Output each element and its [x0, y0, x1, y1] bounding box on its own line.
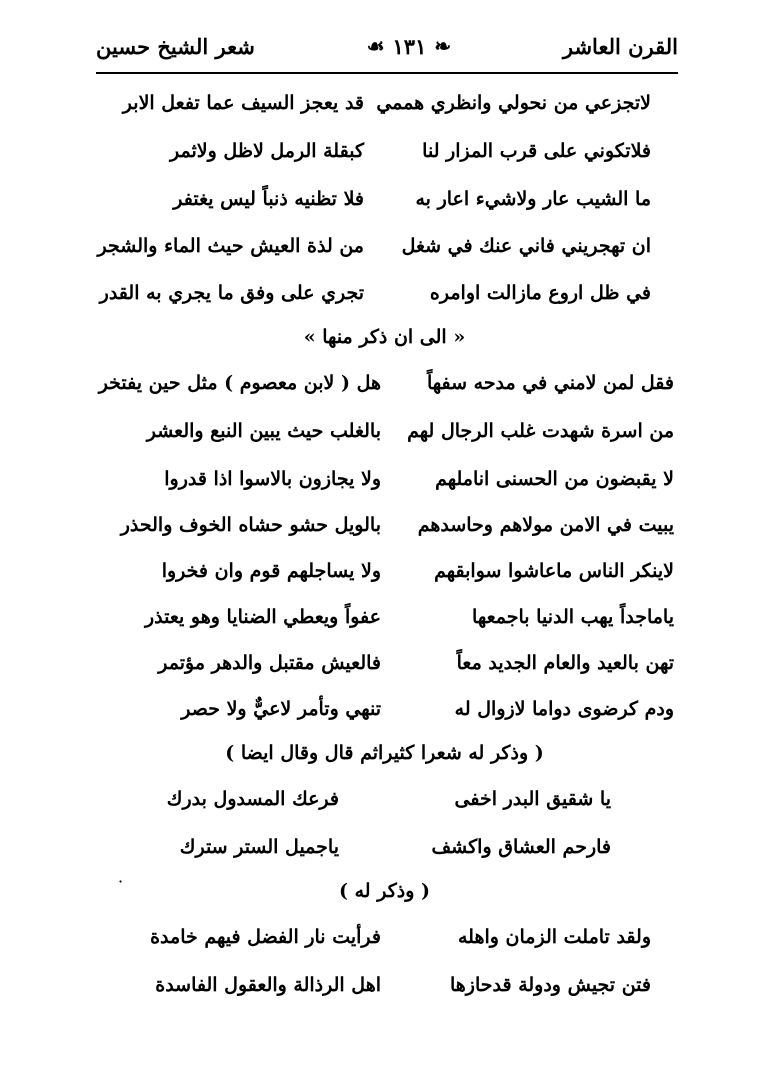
verse-line [0, 235, 769, 281]
verse-hemistich-first: تهن بالعيد والعام الجديد معاً [456, 652, 674, 674]
section-heading: « الى ان ذكر منها » [303, 326, 466, 348]
verse-hemistich-second: ولا يجازون بالاسوا اذا قدروا [164, 468, 381, 490]
verse-hemistich-second: هل ( لابن معصوم ) مثل حين يفتخر [98, 372, 381, 394]
verse-line [0, 788, 769, 834]
verse-hemistich-first: ما الشيب عار ولاشيء اعار به [415, 188, 651, 210]
verse-line [0, 514, 769, 560]
verse-hemistich-first: ولقد تاملت الزمان واهله [457, 926, 651, 948]
page-number: ١٣١ [392, 33, 427, 59]
header-left-title: شعر الشيخ حسين [96, 33, 255, 59]
verse-hemistich-first: من اسرة شهدت غلب الرجال لهم [407, 420, 674, 442]
verse-hemistich-first: يا شقيق البدر اخفى [454, 788, 611, 810]
verse-line [0, 140, 769, 186]
verse-hemistich-first: ودم كرضوى دواما لازوال له [454, 698, 674, 720]
verse-line [0, 468, 769, 514]
section-heading: ( وذكر له ) [339, 880, 430, 902]
verse-hemistich-first: ياماجداً يهب الدنيا باجمعها [472, 606, 674, 628]
verse-hemistich-second: بالغلب حيث يبين النبع والعشر [146, 420, 381, 442]
verse-hemistich-second: تجري على وفق ما يجري به القدر [99, 282, 364, 304]
stray-mark: · [118, 872, 124, 891]
verse-line [0, 372, 769, 418]
header-rule [96, 72, 678, 74]
verse-line [0, 188, 769, 234]
verse-line [0, 420, 769, 466]
verse-hemistich-second: اهل الرذالة والعقول الفاسدة [155, 974, 381, 996]
verse-hemistich-first: في ظل اروع مازالت اوامره [429, 282, 651, 304]
verse-hemistich-second: عفواً ويعطي الضنايا وهو يعتذر [144, 606, 381, 628]
verse-hemistich-second: فالعيش مقتبل والدهر مؤتمر [158, 652, 381, 674]
verse-hemistich-first: يبيت في الامن مولاهم وحاسدهم [417, 514, 674, 536]
verse-line [0, 836, 769, 882]
verse-line [0, 606, 769, 652]
verse-hemistich-second: من لذة العيش حيث الماء والشجر [97, 235, 364, 257]
verse-line [0, 926, 769, 972]
header-page-number-group [367, 34, 452, 59]
verse-hemistich-second: فلا تظنيه ذنباً ليس يغتفر [173, 188, 364, 210]
header-right-title: القرن العاشر [562, 33, 678, 59]
verse-hemistich-second: تنهي وتأمر لاعيٌّ ولا حصر [181, 698, 381, 720]
verse-hemistich-second: ولا يساجلهم قوم وان فخروا [161, 560, 381, 582]
verse-hemistich-first: فتن تجيش ودولة قدحازها [450, 974, 651, 996]
verse-line [0, 92, 769, 138]
verse-hemistich-second: فرعك المسدول بدرك [166, 788, 339, 810]
verse-hemistich-second: قد يعجز السيف عما تفعل الابر [122, 92, 364, 114]
verse-hemistich-second: ياجميل الستر سترك [179, 836, 339, 858]
verse-hemistich-first: فارحم العشاق واكشف [431, 836, 611, 858]
verse-line [0, 282, 769, 328]
verse-line [0, 698, 769, 744]
verse-line [0, 974, 769, 1020]
verse-hemistich-second: بالويل حشو حشاه الخوف والحذر [120, 514, 381, 536]
fleuron-icon: ☙ [366, 34, 385, 58]
verse-hemistich-second: فرأيت نار الفضل فيهم خامدة [150, 926, 381, 948]
verse-hemistich-first: فقل لمن لامني في مدحه سفهاً [426, 372, 674, 394]
verse-hemistich-first: فلاتكوني على قرب المزار لنا [422, 140, 651, 162]
fleuron-icon: ❧ [434, 34, 452, 58]
verse-hemistich-first: لاينكر الناس ماعاشوا سوابقهم [434, 560, 674, 582]
verse-hemistich-second: كبقلة الرمل لاظل ولاثمر [170, 140, 364, 162]
verse-line [0, 652, 769, 698]
section-heading: ( وذكر له شعرا كثيراثم قال وقال ايضا ) [225, 742, 544, 764]
page-header [96, 22, 678, 70]
verse-hemistich-first: لا يقبضون من الحسنى اناملهم [435, 468, 674, 490]
verse-hemistich-first: لاتجزعي من نحولي وانظري هممي [376, 92, 651, 114]
verse-hemistich-first: ان تهجريني فاني عنك في شغل [401, 235, 651, 257]
verse-line [0, 560, 769, 606]
